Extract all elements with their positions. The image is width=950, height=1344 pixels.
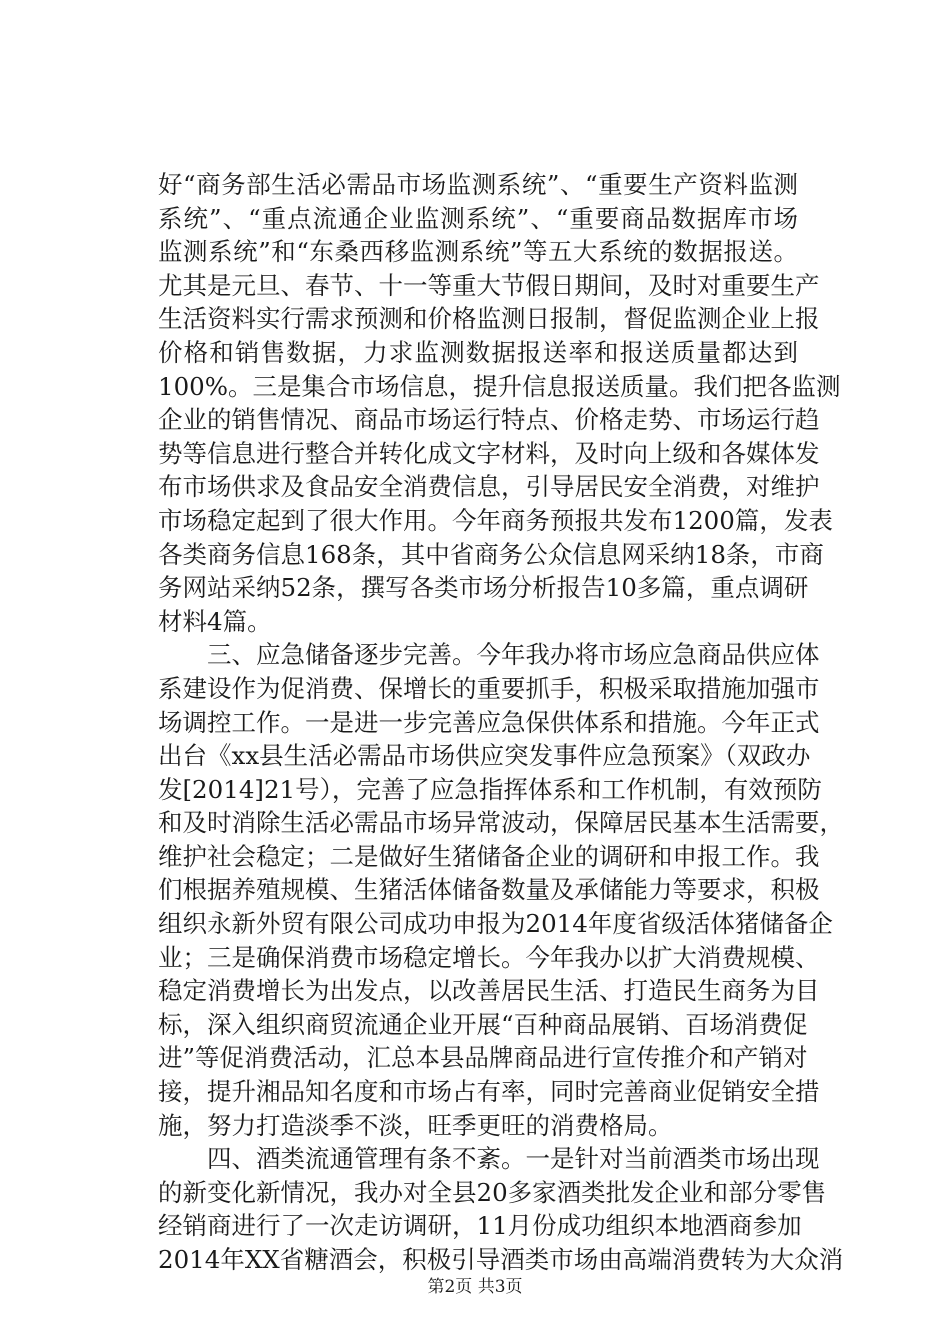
text-line: 出台《xx县生活必需品市场供应突发事件应急预案》（双政办 [158, 741, 811, 771]
text-line: 尤其是元旦、春节、十一等重大节假日期间，及时对重要生产 [158, 270, 820, 300]
text-line: 市场稳定起到了很大作用。今年商务预报共发布1200篇，发表 [158, 505, 833, 535]
text-line: 和及时消除生活必需品市场异常波动，保障居民基本生活需要， [158, 808, 844, 838]
text-line: 发[2014]21号），完善了应急指挥体系和工作机制，有效预防 [158, 774, 822, 804]
text-line: 系统”、“重点流通企业监测系统”、“重要商品数据库市场 [158, 203, 798, 233]
text-line: 组织永新外贸有限公司成功申报为2014年度省级活体猪储备企 [158, 909, 833, 939]
text-line: 企业的销售情况、商品市场运行特点、价格走势、市场运行趋 [158, 405, 820, 435]
text-line: 们根据养殖规模、生猪活体储备数量及承储能力等要求，积极 [158, 875, 820, 905]
text-line: 业；三是确保消费市场稳定增长。今年我办以扩大消费规模、 [158, 942, 820, 972]
text-line: 进”等促消费活动，汇总本县品牌商品进行宣传推介和产销对 [158, 1043, 808, 1073]
page-footer: 第2页 共3页 [427, 1277, 523, 1297]
text-line: 维护社会稳定；二是做好生猪储备企业的调研和申报工作。我 [158, 841, 820, 871]
text-line: 稳定消费增长为出发点，以改善居民生活、打造民生商务为目 [158, 976, 820, 1006]
text-line: 生活资料实行需求预测和价格监测日报制，督促监测企业上报 [158, 304, 820, 334]
text-line: 材料4篇。 [158, 606, 272, 636]
text-line: 接，提升湘品知名度和市场占有率，同时完善商业促销安全措 [158, 1077, 820, 1107]
document-body [158, 168, 844, 1277]
text-line: 系建设作为促消费、保增长的重要抓手，积极采取措施加强市 [158, 673, 820, 703]
text-line: 施，努力打造淡季不淡，旺季更旺的消费格局。 [158, 1110, 673, 1140]
text-line: 好“商务部生活必需品市场监测系统”、“重要生产资料监测 [158, 170, 798, 199]
text-line: 监测系统”和“东桑西移监测系统”等五大系统的数据报送。 [158, 237, 798, 267]
text-line: 三、应急储备逐步完善。今年我办将市场应急商品供应体 [207, 640, 820, 670]
text-line: 100%。三是集合市场信息，提升信息报送质量。我们把各监测 [158, 371, 841, 401]
text-line: 2014年XX省糖酒会，积极引导酒类市场由高端消费转为大众消 [158, 1245, 844, 1274]
text-line: 的新变化新情况，我办对全县20多家酒类批发企业和部分零售 [158, 1177, 827, 1207]
text-line: 场调控工作。一是进一步完善应急保供体系和措施。今年正式 [158, 707, 820, 737]
text-line: 各类商务信息168条，其中省商务公众信息网采纳18条，市商 [158, 539, 824, 569]
text-line: 四、酒类流通管理有条不紊。一是针对当前酒类市场出现 [207, 1144, 820, 1174]
text-line: 布市场供求及食品安全消费信息，引导居民安全消费，对维护 [158, 472, 820, 502]
text-line: 标，深入组织商贸流通企业开展“百种商品展销、百场消费促 [158, 1009, 808, 1039]
text-line: 务网站采纳52条，撰写各类市场分析报告10多篇，重点调研 [158, 573, 809, 603]
text-line: 势等信息进行整合并转化成文字材料，及时向上级和各媒体发 [158, 438, 820, 468]
text-line: 经销商进行了一次走访调研，11月份成功组织本地酒商参加 [158, 1211, 802, 1241]
text-line: 价格和销售数据，力求监测数据报送率和报送质量都达到 [158, 337, 798, 367]
